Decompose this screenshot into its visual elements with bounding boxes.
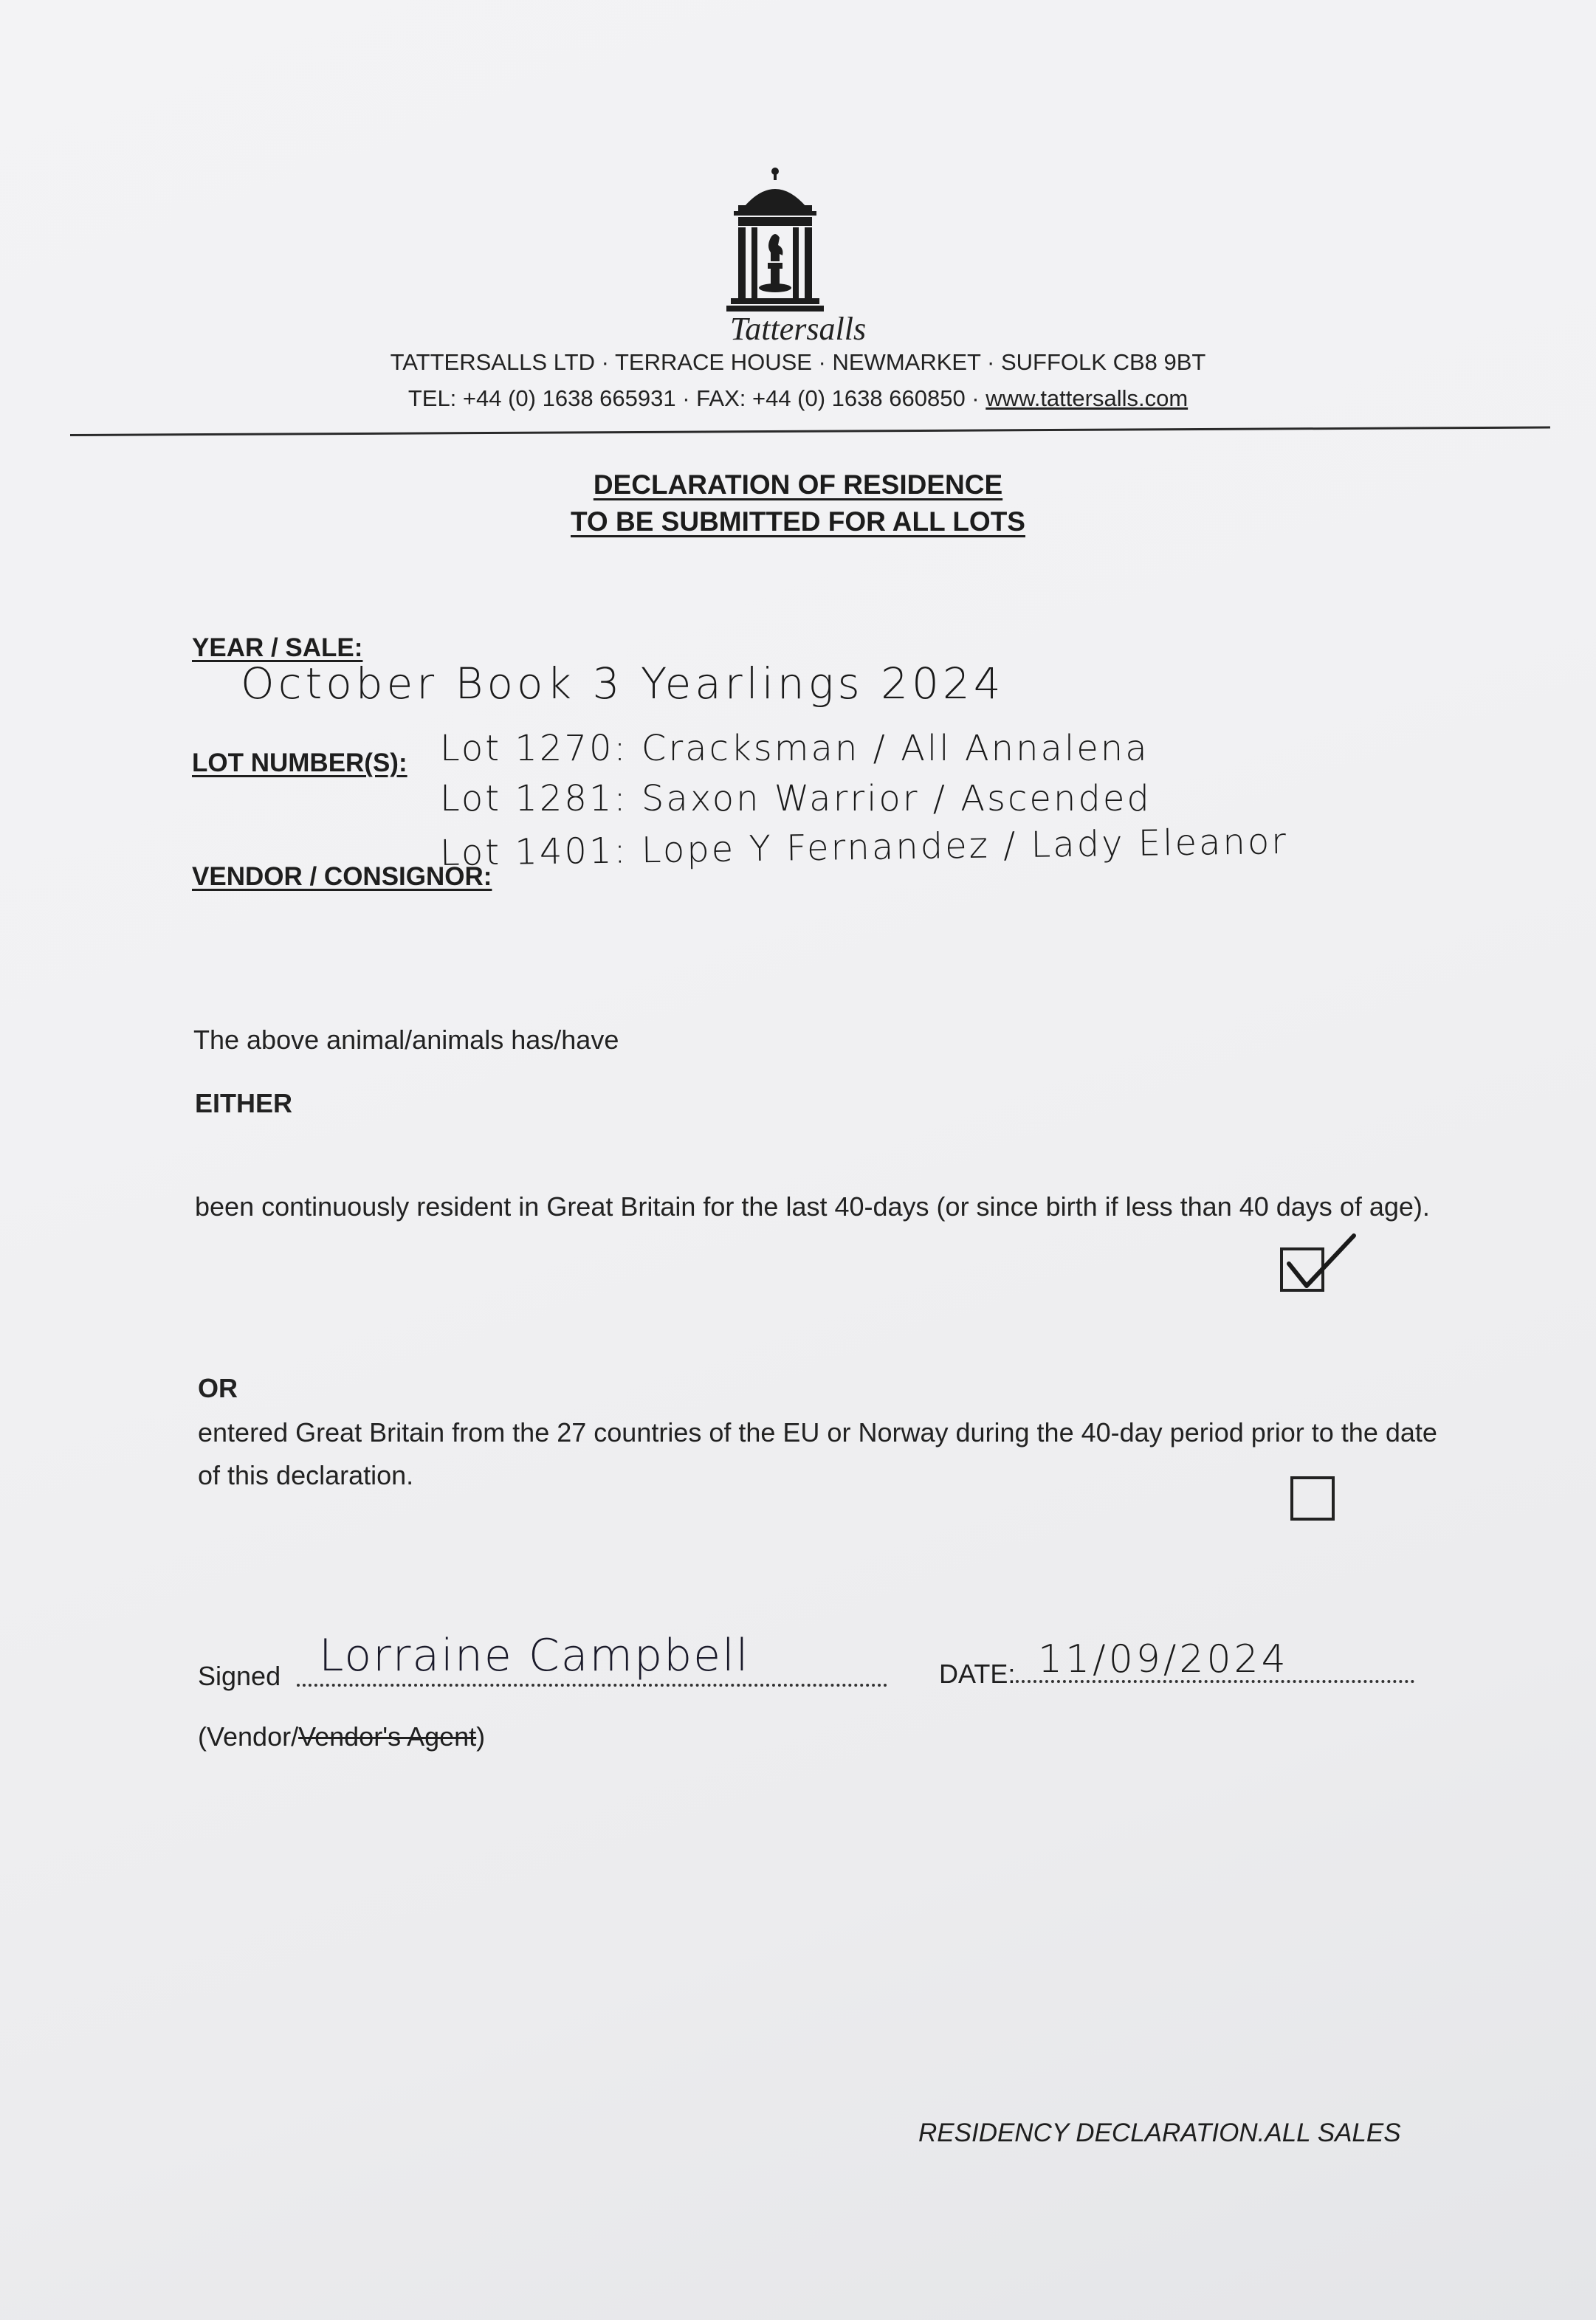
vendor-agent-struck: Vendor's Agent [298, 1721, 477, 1752]
website-link[interactable]: www.tattersalls.com [986, 385, 1189, 411]
option-entered-checkbox[interactable] [1290, 1476, 1335, 1521]
contact-line [0, 385, 1596, 412]
lot-numbers-label: LOT NUMBER(S): [192, 748, 407, 777]
form-title: DECLARATION OF RESIDENCE [593, 469, 1003, 500]
year-sale-label: YEAR / SALE: [192, 633, 363, 662]
or-heading: OR [198, 1373, 238, 1403]
lot-entry[interactable]: Lot 1281: Saxon Warrior / Ascended [440, 778, 1152, 819]
brand-name: Tattersalls [729, 311, 867, 347]
checkmark-icon [1280, 1225, 1361, 1299]
either-heading: EITHER [195, 1088, 293, 1118]
form-subtitle: TO BE SUBMITTED FOR ALL LOTS [571, 506, 1025, 537]
vendor-note: (Vendor/Vendor's Agent) [198, 1721, 486, 1752]
option-entered-text: entered Great Britain from the 27 countries of the EU or Norway during the 40-day period prior to the date of this declaration. [198, 1417, 1437, 1490]
statement-intro: The above animal/animals has/have [193, 1025, 619, 1055]
lot-entry[interactable]: Lot 1401: Lope Y Fernandez / Lady Eleanor [439, 820, 1289, 875]
option-resident-text: been continuously resident in Great Britain for the last 40-days (or since birth if less than 40 days of age). [195, 1191, 1430, 1222]
tattersalls-cupola-logo-icon [709, 164, 842, 319]
address-line: TATTERSALLS LTD · TERRACE HOUSE · NEWMARKET · SUFFOLK CB8 9BT [390, 349, 1206, 375]
header-divider [70, 427, 1550, 436]
signed-label: Signed [198, 1661, 281, 1691]
vendor-consignor-label: VENDOR / CONSIGNOR: [192, 862, 492, 891]
date-label: DATE: [939, 1659, 1016, 1689]
year-sale-value[interactable]: October Book 3 Yearlings 2024 [241, 658, 1005, 709]
phone-fax: TEL: +44 (0) 1638 665931 · FAX: +44 (0) 1638 660850 · [407, 385, 986, 411]
date-value[interactable]: 11/09/2024 [1038, 1637, 1289, 1682]
footer-form-code: RESIDENCY DECLARATION.ALL SALES [918, 2118, 1401, 2147]
lot-entry[interactable]: Lot 1270: Cracksman / All Annalena [440, 728, 1149, 769]
signature-name[interactable]: Lorraine Campbell [319, 1630, 750, 1682]
